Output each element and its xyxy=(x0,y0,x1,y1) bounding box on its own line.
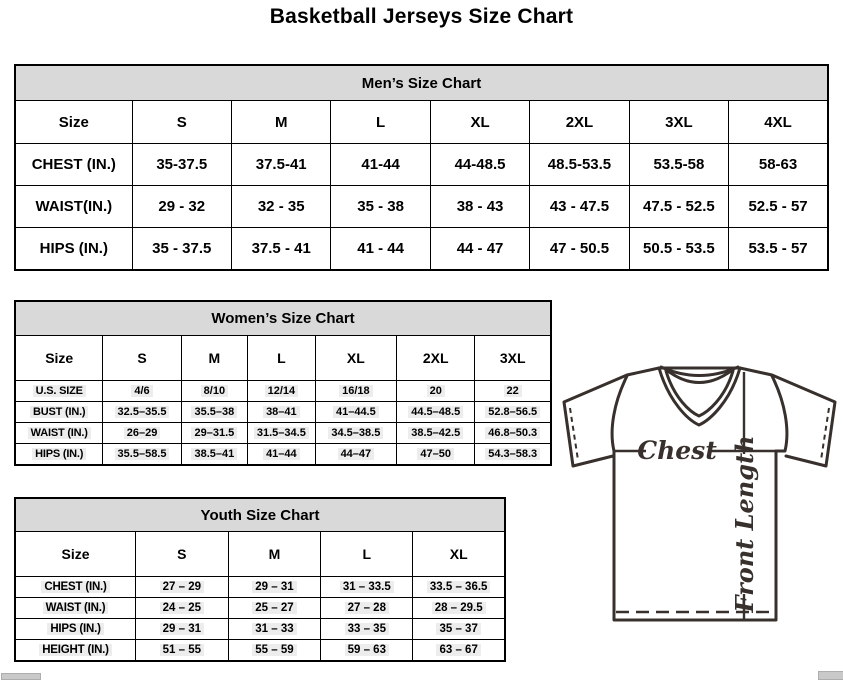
youth-column-header: M xyxy=(228,532,321,577)
mens-size-table xyxy=(14,64,829,271)
youth-table-row xyxy=(15,577,505,598)
women-size-value-cell: 16/18 xyxy=(315,381,396,402)
women-size-value-cell: 29–31.5 xyxy=(181,423,247,444)
women-size-value-cell: 44–47 xyxy=(315,444,396,466)
women-size-value-cell: 41–44 xyxy=(248,444,316,466)
men-column-header: S xyxy=(132,101,231,144)
page-title: Basketball Jerseys Size Chart xyxy=(269,5,574,28)
women-size-value-cell: 41–44.5 xyxy=(315,402,396,423)
youth-column-header: L xyxy=(321,532,413,577)
youth-table-title: Youth Size Chart xyxy=(15,498,505,532)
men-size-value-cell: 29 - 32 xyxy=(132,186,231,228)
youth-table-row xyxy=(15,640,505,662)
women-table-row xyxy=(15,381,551,402)
youth-row-label: WAIST (IN.) xyxy=(15,598,136,619)
women-table-row xyxy=(15,444,551,466)
women-column-header: 3XL xyxy=(475,336,551,381)
men-column-header: 3XL xyxy=(629,101,728,144)
women-size-value-cell: 38–41 xyxy=(248,402,316,423)
youth-size-value-cell: 31 – 33.5 xyxy=(321,577,413,598)
women-size-value-cell: 22 xyxy=(475,381,551,402)
women-table-title: Women’s Size Chart xyxy=(15,301,551,336)
men-column-header: L xyxy=(331,101,430,144)
men-size-value-cell: 35 - 37.5 xyxy=(132,228,231,271)
men-row-label: HIPS (IN.) xyxy=(15,228,132,271)
women-size-value-cell: 38.5–42.5 xyxy=(397,423,475,444)
women-size-value-cell: 31.5–34.5 xyxy=(248,423,316,444)
women-column-header: S xyxy=(103,336,181,381)
youth-size-value-cell: 33.5 – 36.5 xyxy=(413,577,505,598)
women-column-header: XL xyxy=(315,336,396,381)
men-table-row xyxy=(15,186,828,228)
women-size-value-cell: 26–29 xyxy=(103,423,181,444)
women-row-label: HIPS (IN.) xyxy=(15,444,103,466)
men-table-row xyxy=(15,228,828,271)
men-size-value-cell: 47.5 - 52.5 xyxy=(629,186,728,228)
youth-size-value-cell: 59 – 63 xyxy=(321,640,413,662)
youth-size-value-cell: 25 – 27 xyxy=(228,598,321,619)
mens-size-chart xyxy=(14,64,829,271)
women-column-header: 2XL xyxy=(397,336,475,381)
women-size-value-cell: 12/14 xyxy=(248,381,316,402)
men-size-value-cell: 44 - 47 xyxy=(430,228,529,271)
women-size-value-cell: 47–50 xyxy=(397,444,475,466)
women-size-value-cell: 20 xyxy=(397,381,475,402)
womens-size-chart xyxy=(14,300,552,466)
front-length-label: Front Length xyxy=(730,435,759,613)
women-row-label: U.S. SIZE xyxy=(15,381,103,402)
women-size-value-cell: 32.5–35.5 xyxy=(103,402,181,423)
men-size-value-cell: 38 - 43 xyxy=(430,186,529,228)
women-column-header: Size xyxy=(15,336,103,381)
men-size-value-cell: 37.5-41 xyxy=(231,144,330,186)
women-size-value-cell: 54.3–58.3 xyxy=(475,444,551,466)
youth-size-value-cell: 24 – 25 xyxy=(136,598,229,619)
men-size-value-cell: 43 - 47.5 xyxy=(530,186,629,228)
youth-size-value-cell: 51 – 55 xyxy=(136,640,229,662)
women-size-value-cell: 44.5–48.5 xyxy=(397,402,475,423)
women-size-value-cell: 35.5–58.5 xyxy=(103,444,181,466)
men-size-value-cell: 41 - 44 xyxy=(331,228,430,271)
jersey-measurement-diagram xyxy=(556,362,843,628)
men-column-header: 2XL xyxy=(530,101,629,144)
women-size-value-cell: 52.8–56.5 xyxy=(475,402,551,423)
women-column-header: L xyxy=(248,336,316,381)
youth-size-value-cell: 27 – 28 xyxy=(321,598,413,619)
men-size-value-cell: 53.5-58 xyxy=(629,144,728,186)
women-size-value-cell: 34.5–38.5 xyxy=(315,423,396,444)
youth-size-value-cell: 29 – 31 xyxy=(228,577,321,598)
youth-table-row xyxy=(15,598,505,619)
youth-size-value-cell: 28 – 29.5 xyxy=(413,598,505,619)
men-column-header: M xyxy=(231,101,330,144)
men-table-row xyxy=(15,144,828,186)
men-row-label: WAIST(IN.) xyxy=(15,186,132,228)
youth-size-value-cell: 35 – 37 xyxy=(413,619,505,640)
youth-row-label: HEIGHT (IN.) xyxy=(15,640,136,662)
womens-size-table xyxy=(14,300,552,466)
women-column-header: M xyxy=(181,336,247,381)
women-size-value-cell: 8/10 xyxy=(181,381,247,402)
youth-column-header: Size xyxy=(15,532,136,577)
youth-size-value-cell: 29 – 31 xyxy=(136,619,229,640)
men-column-header: 4XL xyxy=(729,101,828,144)
men-size-value-cell: 50.5 - 53.5 xyxy=(629,228,728,271)
women-size-value-cell: 46.8–50.3 xyxy=(475,423,551,444)
men-column-header: XL xyxy=(430,101,529,144)
men-size-value-cell: 53.5 - 57 xyxy=(729,228,828,271)
youth-row-label: HIPS (IN.) xyxy=(15,619,136,640)
women-table-row xyxy=(15,402,551,423)
women-size-value-cell: 35.5–38 xyxy=(181,402,247,423)
youth-size-value-cell: 33 – 35 xyxy=(321,619,413,640)
youth-column-header: XL xyxy=(413,532,505,577)
jersey-right-armhole xyxy=(772,376,787,451)
men-size-value-cell: 35-37.5 xyxy=(132,144,231,186)
men-size-value-cell: 32 - 35 xyxy=(231,186,330,228)
men-size-value-cell: 58-63 xyxy=(729,144,828,186)
youth-size-chart xyxy=(14,497,506,662)
men-size-value-cell: 48.5-53.5 xyxy=(530,144,629,186)
men-size-value-cell: 37.5 - 41 xyxy=(231,228,330,271)
men-size-value-cell: 47 - 50.5 xyxy=(530,228,629,271)
men-size-value-cell: 35 - 38 xyxy=(331,186,430,228)
men-size-value-cell: 44-48.5 xyxy=(430,144,529,186)
youth-size-value-cell: 55 – 59 xyxy=(228,640,321,662)
women-table-row xyxy=(15,423,551,444)
youth-size-value-cell: 63 – 67 xyxy=(413,640,505,662)
men-table-title: Men’s Size Chart xyxy=(15,65,828,101)
youth-column-header: S xyxy=(136,532,229,577)
women-size-value-cell: 38.5–41 xyxy=(181,444,247,466)
women-size-value-cell: 4/6 xyxy=(103,381,181,402)
jersey-left-armhole xyxy=(612,376,627,451)
youth-table-row xyxy=(15,619,505,640)
women-row-label: WAIST (IN.) xyxy=(15,423,103,444)
youth-size-value-cell: 31 – 33 xyxy=(228,619,321,640)
men-column-header: Size xyxy=(15,101,132,144)
chest-label: Chest xyxy=(637,436,717,465)
youth-row-label: CHEST (IN.) xyxy=(15,577,136,598)
men-row-label: CHEST (IN.) xyxy=(15,144,132,186)
youth-size-table xyxy=(14,497,506,662)
men-size-value-cell: 52.5 - 57 xyxy=(729,186,828,228)
women-row-label: BUST (IN.) xyxy=(15,402,103,423)
youth-size-value-cell: 27 – 29 xyxy=(136,577,229,598)
men-size-value-cell: 41-44 xyxy=(331,144,430,186)
